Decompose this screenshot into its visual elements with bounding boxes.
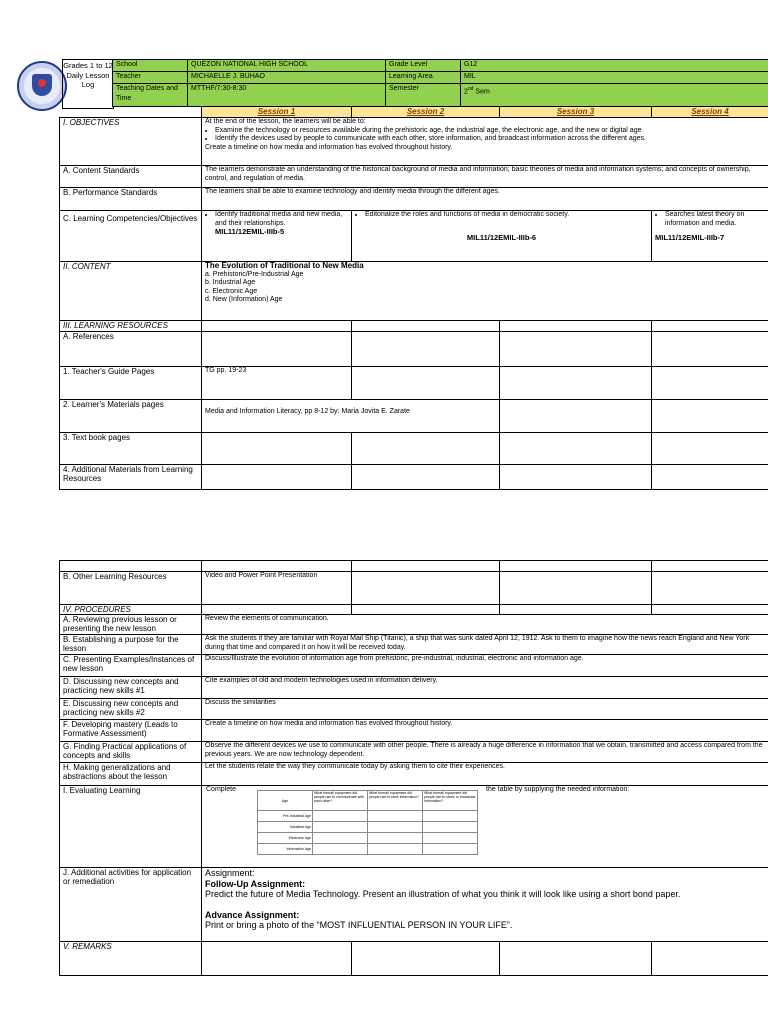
procedure-f-text: Create a timeline on how media and information has evolved throughout history.	[202, 720, 768, 742]
teaching-dates-value: MTTHF/7:30-8:30	[188, 84, 386, 107]
content-standards-label: A. Content Standards	[60, 166, 202, 188]
learners-materials-label: 2. Learner's Materials pages	[60, 400, 202, 433]
procedure-c-text: Discuss/Illustrate the evolution of information age from prehistoric, pre-industrial, industrial, electronic and information age.	[202, 655, 768, 677]
grade-level-label: Grade Level	[386, 60, 461, 72]
deped-seal-logo	[17, 61, 67, 111]
session-1-header: Session 1	[202, 107, 352, 118]
semester-value: 2nd Sem	[461, 84, 768, 107]
procedure-h-label: H. Making generalizations and abstractions about the lesson	[60, 763, 202, 786]
learners-materials-text: Media and Information Literacy, pp 8-12 by: Maria Jovita E. Zarate	[202, 400, 500, 433]
content-standards-text: The learners demonstrate an understanding of the historical background of media and information; basic theories of media and information systems; and concepts of ownership, control, and regulation of media.	[202, 166, 768, 188]
performance-standards-label: B. Performance Standards	[60, 188, 202, 211]
learning-resources-heading: III. LEARNING RESOURCES	[60, 321, 202, 332]
lesson-table-part2	[59, 560, 768, 976]
teachers-guide-text: TG pp. 19-23	[202, 367, 352, 400]
procedure-c-label: C. Presenting Examples/Instances of new lesson	[60, 655, 202, 677]
procedure-b-text: Ask the students if they are familiar with Royal Mail Ship (Titanic), a ship that was sunk dated April 12, 1912. Ask to them to imagine how the news reach England and New York during that time and compared it on how it will be received today.	[202, 635, 768, 655]
additional-materials-label: 4. Additional Materials from Learning Resources	[60, 465, 202, 490]
evaluation-mini-table: Age What format/ equipment did people use to communicate with each other? What format/ equipment did people use to store information? What format/ equipment did people use to share or broadcast information? Pre-Industrial Age Industrial Age Electronic Age Information Age	[257, 790, 478, 855]
procedure-d-text: Cite examples of old and modern technologies used in information delivery.	[202, 677, 768, 699]
procedure-j-label: J. Additional activities for application or remediation	[60, 868, 202, 942]
learning-area-label: Learning Area	[386, 72, 461, 84]
procedure-a-label: A. Reviewing previous lesson or presenting the new lesson	[60, 615, 202, 635]
references-label: A. References	[60, 332, 202, 367]
textbook-pages-label: 3. Text book pages	[60, 433, 202, 465]
school-value: QUEZON NATIONAL HIGH SCHOOL	[188, 60, 386, 72]
procedure-a-text: Review the elements of communication.	[202, 615, 768, 635]
school-label: School	[113, 60, 188, 72]
procedure-g-text: Observe the different devices we use to communicate with other people. There is already a huge difference in information that we obtain, transmitted and access compared from the previous years. We are now technology dependent.	[202, 742, 768, 763]
procedure-g-label: G. Finding Practical applications of concepts and skills	[60, 742, 202, 763]
complete-text: Complete	[206, 786, 236, 793]
other-resources-label: B. Other Learning Resources	[60, 572, 202, 605]
remarks-heading: V. REMARKS	[60, 942, 202, 976]
content-heading: II. CONTENT	[60, 262, 202, 321]
procedure-e-text: Discuss the similarities	[202, 699, 768, 720]
objective-bullet: • Examine the technology or resources available during the prehistoric age, the industrial age, the electronic age, and the new or digital age	[215, 127, 765, 136]
lesson-table-part1	[59, 106, 768, 490]
procedures-heading: IV. PROCEDURES	[60, 605, 202, 615]
procedure-b-label: B. Establishing a purpose for the lesson	[60, 635, 202, 655]
procedure-d-label: D. Discussing new concepts and practicing new skills #1	[60, 677, 202, 699]
procedure-f-label: F. Developing mastery (Leads to Formative Assessment)	[60, 720, 202, 742]
competency-session-2: • Editorialize the roles and functions of media in democratic society. MIL11/12EMIL-IIIb-6	[352, 211, 652, 262]
procedure-e-label: E. Discussing new concepts and practicing new skills #2	[60, 699, 202, 720]
objectives-cell: At the end of the lesson, the learners will be able to: • Examine the technology or resources available during the prehistoric age, the industrial age, the electronic age, and the new or digital age • Identify the devices used by people to communicate with each other, store information, and broadcast information across the different ages. Create a timeline on how media and information has evolved throughout history.	[202, 118, 768, 166]
assignment-cell: Assignment: Follow-Up Assignment: Predict the future of Media Technology. Present an illustration of what you think it will look like using a short bond paper. Advance Assignment: Print or bring a photo of the “MOST INFLUENTIAL PERSON IN YOUR LIFE”.	[202, 868, 768, 942]
procedure-h-text: Let the students relate the way they communicate today by asking them to cite their experiences.	[202, 763, 768, 786]
session-4-header: Session 4	[652, 107, 768, 118]
grades-log-label: Grades 1 to 12 Daily Lesson Log	[63, 61, 113, 89]
objective-bullet: • Identify the devices used by people to communicate with each other, store information, and broadcast information across the different ages.	[215, 135, 765, 144]
learning-area-value: MIL	[461, 72, 768, 84]
objectives-heading: I. OBJECTIVES	[60, 118, 202, 166]
table-instruction-text: the table by supplying the needed information:	[486, 786, 630, 793]
teacher-value: MICHAELLE J. BUHAO	[188, 72, 386, 84]
teacher-label: Teacher	[113, 72, 188, 84]
header-info-table	[112, 59, 768, 107]
competency-session-1: • Identify traditional media and new media, and their relationships. MIL11/12EMIL-IIIb-5	[202, 211, 352, 262]
competencies-label: C. Learning Competencies/Objectives	[60, 211, 202, 262]
content-cell: The Evolution of Traditional to New Media a. Prehistoric/Pre-Industrial Age b. Industrial Age c. Electronic Age d. New (Information) Age	[202, 262, 768, 321]
performance-standards-text: The learners shall be able to examine technology and identify media through the different ages.	[202, 188, 768, 211]
session-2-header: Session 2	[352, 107, 500, 118]
teaching-dates-label: Teaching Dates and Time	[113, 84, 188, 107]
procedure-i-label: I. Evaluating Learning	[60, 786, 202, 868]
teachers-guide-label: 1. Teacher's Guide Pages	[60, 367, 202, 400]
other-resources-text: Video and Power Point Presentation	[202, 572, 352, 605]
semester-label: Semester	[386, 84, 461, 107]
competency-session-4: • Searches latest theory on information and media. MIL11/12EMIL-IIIb-7	[652, 211, 768, 262]
grade-level-value: G12	[461, 60, 768, 72]
procedure-i-cell	[202, 786, 768, 868]
session-3-header: Session 3	[500, 107, 652, 118]
